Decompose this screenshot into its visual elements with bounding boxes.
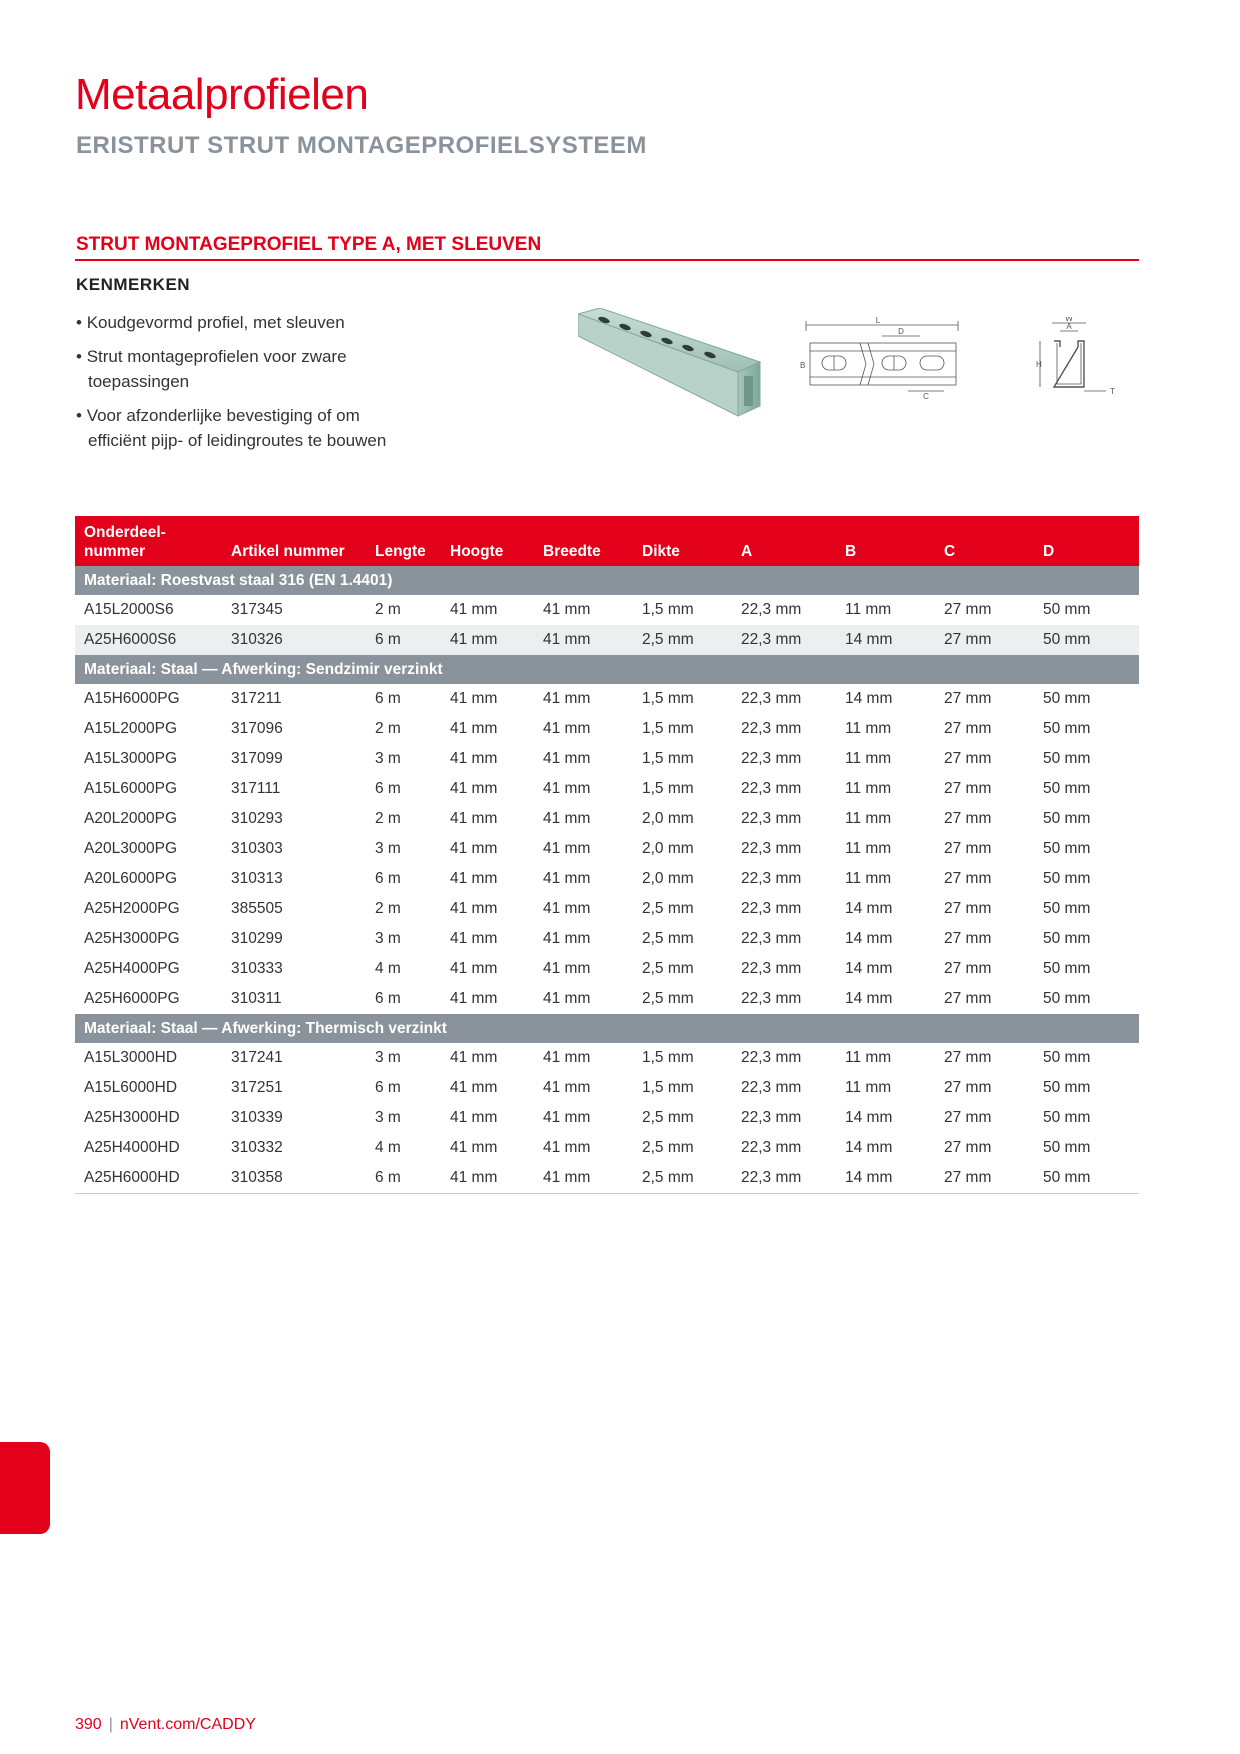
label-H: H [1036,360,1042,369]
table-cell: 14 mm [836,894,935,924]
table-cell: 27 mm [944,690,992,707]
footer-separator: | [108,1716,113,1733]
table-cell: 2,5 mm [642,990,694,1007]
table-cell: 2 m [375,810,401,827]
table-cell: 22,3 mm [741,750,802,767]
table-cell: 14 mm [845,690,893,707]
features-list [76,310,406,462]
table-cell: 310293 [231,810,283,827]
table-cell: 11 mm [836,834,935,864]
table-cell: 41 mm [441,1133,534,1163]
table-cell: 2,0 mm [642,810,694,827]
table-cell: 22,3 mm [732,714,836,744]
table-row [75,684,1139,714]
table-cell: 41 mm [441,1073,534,1103]
table-cell: 50 mm [1034,774,1139,804]
table-cell: 27 mm [944,750,992,767]
table-cell: 22,3 mm [741,870,802,887]
col-header-artikelnummer: Artikel nummer [222,516,366,566]
table-cell: 310326 [222,625,366,655]
table-cell: 11 mm [845,1049,892,1066]
section-title: STRUT MONTAGEPROFIEL TYPE A, MET SLEUVEN [76,234,542,255]
section-divider [75,259,1139,261]
table-cell: 2 m [366,894,441,924]
table-cell: A25H3000PG [84,930,180,947]
table-cell: 50 mm [1043,870,1091,887]
col-header-a: A [732,516,836,566]
table-cell: 41 mm [450,1049,498,1066]
table-cell: A15L2000S6 [75,595,222,625]
table-cell: 50 mm [1034,595,1139,625]
table-cell: 41 mm [534,714,633,744]
table-cell: 27 mm [935,1163,1034,1194]
label-W: W [1065,317,1073,323]
table-cell: 11 mm [836,1073,935,1103]
table-cell: 11 mm [836,774,935,804]
table-cell: 41 mm [534,625,633,655]
table-cell: 27 mm [944,1109,992,1126]
table-cell: A15L2000PG [75,714,222,744]
table-cell: 3 m [375,930,401,947]
table-row [75,744,1139,774]
col-header-breedte: Breedte [534,516,633,566]
table-cell: 317096 [222,714,366,744]
table-cell: 41 mm [450,750,498,767]
table-cell: 3 m [366,834,441,864]
table-cell: 1,5 mm [633,714,732,744]
table-group-row [75,1014,1139,1043]
table-cell: 41 mm [441,714,534,744]
table-cell: 27 mm [935,894,1034,924]
table-row [75,1133,1139,1163]
page-footer [75,1716,256,1734]
table-cell: 2 m [366,714,441,744]
table-cell: A15L3000PG [84,750,178,767]
table-row [75,1103,1139,1133]
table-cell: 14 mm [836,954,935,984]
table-cell: 50 mm [1034,625,1139,655]
table-cell: 22,3 mm [732,1163,836,1194]
table-cell: 41 mm [543,1109,591,1126]
table-cell: A20L3000PG [75,834,222,864]
side-view-diagram [800,317,960,405]
table-cell: 22,3 mm [732,954,836,984]
group-label: Materiaal: Staal — Afwerking: Thermisch verzinkt [75,1014,1139,1043]
label-B: B [800,361,806,370]
table-cell: 41 mm [441,1163,534,1194]
table-cell: 22,3 mm [732,1133,836,1163]
table-cell: 317345 [222,595,366,625]
table-cell: 27 mm [935,954,1034,984]
table-cell: 14 mm [845,1109,893,1126]
table-cell: 2,5 mm [633,1133,732,1163]
table-cell: A25H6000HD [75,1163,222,1194]
table-cell: 22,3 mm [741,990,802,1007]
table-cell: 22,3 mm [732,834,836,864]
table-cell: 41 mm [543,1049,591,1066]
table-cell: 3 m [375,750,401,767]
table-cell: 22,3 mm [741,1109,802,1126]
table-cell: 2,5 mm [642,1109,694,1126]
table-cell: 27 mm [935,1133,1034,1163]
strut-channel-image [578,308,763,423]
table-cell: 2,5 mm [633,625,732,655]
table-cell: 14 mm [836,1163,935,1194]
table-cell: 6 m [366,774,441,804]
table-cell: 2,5 mm [642,930,694,947]
table-cell: 41 mm [450,930,498,947]
table-cell: A25H6000S6 [75,625,222,655]
table-cell: 22,3 mm [732,1073,836,1103]
table-row [75,625,1139,655]
table-cell: 11 mm [845,870,892,887]
table-cell: A20L2000PG [84,810,178,827]
table-cell: 22,3 mm [741,810,802,827]
features-heading: KENMERKEN [76,275,191,294]
table-cell: 41 mm [450,990,498,1007]
table-cell: 27 mm [935,834,1034,864]
table-cell: 27 mm [944,1049,992,1066]
table-cell: 41 mm [543,990,591,1007]
table-cell: 27 mm [935,625,1034,655]
label-A: A [1066,322,1072,331]
table-cell: 6 m [375,690,401,707]
table-cell: 317099 [231,750,283,767]
table-cell: 6 m [366,1163,441,1194]
table-cell: 22,3 mm [741,1049,802,1066]
table-cell: 50 mm [1043,990,1091,1007]
group-label: Materiaal: Staal — Afwerking: Sendzimir verzinkt [75,655,1139,684]
table-cell: 310303 [222,834,366,864]
table-row [75,595,1139,625]
table-cell: 310311 [231,990,282,1007]
col-header-dikte: Dikte [633,516,732,566]
cross-section-diagram [1030,317,1130,405]
table-cell: 27 mm [935,595,1034,625]
table-cell: 27 mm [944,870,992,887]
table-cell: 11 mm [845,750,892,767]
table-cell: 2,5 mm [633,1163,732,1194]
table-cell: 310339 [231,1109,283,1126]
table-cell: 50 mm [1043,1049,1091,1066]
table-cell: A20L6000PG [84,870,178,887]
table-row [75,864,1139,894]
table-cell: A25H4000HD [75,1133,222,1163]
table-cell: 317241 [231,1049,283,1066]
table-row [75,804,1139,834]
col-header-d: D [1034,516,1139,566]
table-cell: A15L3000HD [84,1049,178,1066]
table-cell: 50 mm [1034,714,1139,744]
table-cell: A25H3000HD [84,1109,180,1126]
table-cell: 317111 [222,774,366,804]
table-cell: 317211 [231,690,282,707]
label-C: C [923,392,929,401]
table-cell: 41 mm [543,870,591,887]
table-cell: 41 mm [534,834,633,864]
feature-item: • Voor afzonderlijke bevestiging of om efficiënt pijp- of leidingroutes te bouwen [76,403,406,453]
table-cell: 41 mm [450,810,498,827]
table-cell: A25H6000PG [84,990,180,1007]
table-body [75,566,1139,1194]
table-cell: 41 mm [441,954,534,984]
col-header-b: B [836,516,935,566]
table-cell: 3 m [375,1109,401,1126]
table-cell: 310358 [222,1163,366,1194]
table-cell: 27 mm [944,930,992,947]
table-cell: 317251 [222,1073,366,1103]
table-cell: 22,3 mm [732,595,836,625]
table-cell: 1,5 mm [633,595,732,625]
table-row [75,984,1139,1014]
table-cell: 41 mm [534,595,633,625]
table-cell: 310299 [231,930,283,947]
table-cell: 27 mm [935,1073,1034,1103]
table-cell: 50 mm [1043,930,1091,947]
table-cell: 41 mm [450,870,498,887]
col-header-hoogte: Hoogte [441,516,534,566]
table-cell: 2 m [366,595,441,625]
table-cell: A25H2000PG [75,894,222,924]
table-cell: 22,3 mm [732,774,836,804]
table-cell: 14 mm [845,990,893,1007]
table-cell: 50 mm [1043,750,1091,767]
group-label: Materiaal: Roestvast staal 316 (EN 1.4401) [75,566,1139,595]
table-cell: 50 mm [1043,690,1091,707]
table-cell: 50 mm [1034,1073,1139,1103]
table-row [75,1163,1139,1194]
table-row [75,774,1139,804]
table-cell: 1,5 mm [633,1073,732,1103]
table-cell: 41 mm [543,810,591,827]
table-cell: 41 mm [534,1133,633,1163]
table-cell: 41 mm [441,625,534,655]
table-cell: 50 mm [1034,1133,1139,1163]
table-cell: 6 m [375,990,401,1007]
table-cell: 41 mm [441,834,534,864]
table-cell: A15H6000PG [84,690,180,707]
table-cell: 41 mm [543,750,591,767]
footer-link[interactable]: nVent.com/CADDY [119,1716,256,1733]
table-cell: 4 m [366,954,441,984]
table-cell: 11 mm [836,595,935,625]
label-T: T [1110,387,1115,396]
table-cell: 50 mm [1043,1109,1091,1126]
table-cell: 41 mm [441,894,534,924]
table-cell: 27 mm [935,714,1034,744]
table-cell: 41 mm [543,930,591,947]
table-row [75,834,1139,864]
table-cell: 1,5 mm [633,774,732,804]
table-cell: 1,5 mm [642,690,694,707]
table-cell: 50 mm [1043,810,1091,827]
page-subtitle: ERISTRUT STRUT MONTAGEPROFIELSYSTEEM [76,132,647,159]
table-cell: 27 mm [944,810,992,827]
table-header-row [75,516,1139,566]
table-cell: 22,3 mm [732,894,836,924]
table-cell: 50 mm [1034,1163,1139,1194]
table-cell: 41 mm [543,690,591,707]
table-row [75,1043,1139,1073]
table-cell: 2,5 mm [633,954,732,984]
label-L: L [875,317,881,325]
table-cell: 385505 [222,894,366,924]
table-row [75,714,1139,744]
table-cell: 6 m [366,1073,441,1103]
table-cell: 14 mm [836,625,935,655]
table-cell: 310332 [222,1133,366,1163]
table-cell: 11 mm [845,810,892,827]
table-cell: 22,3 mm [741,690,802,707]
side-tab-marker [0,1442,50,1534]
table-cell: 1,5 mm [642,750,694,767]
label-D: D [898,327,904,336]
table-cell: 2,5 mm [633,894,732,924]
table-cell: 4 m [366,1133,441,1163]
spec-table [75,516,1139,1194]
table-cell: 41 mm [450,1109,498,1126]
table-group-row [75,566,1139,595]
table-cell: A15L6000PG [75,774,222,804]
table-cell: 41 mm [534,1163,633,1194]
table-cell: 50 mm [1034,954,1139,984]
table-cell: 310313 [231,870,283,887]
table-cell: 50 mm [1034,894,1139,924]
table-cell: 41 mm [534,894,633,924]
table-cell: A25H4000PG [75,954,222,984]
col-header-lengte: Lengte [366,516,441,566]
table-cell: 41 mm [534,954,633,984]
feature-item: • Koudgevormd profiel, met sleuven [76,310,406,335]
table-cell: 1,5 mm [642,1049,694,1066]
table-cell: 310333 [222,954,366,984]
table-cell: 11 mm [836,714,935,744]
table-cell: 14 mm [845,930,893,947]
table-cell: A15L6000HD [75,1073,222,1103]
table-cell: 50 mm [1034,834,1139,864]
table-cell: 2,0 mm [633,834,732,864]
table-cell: 6 m [375,870,401,887]
table-cell: 41 mm [534,774,633,804]
table-cell: 41 mm [441,774,534,804]
table-cell: 3 m [375,1049,401,1066]
table-row [75,1073,1139,1103]
col-header-onderdeelnummer: Onderdeel- nummer [75,516,222,566]
table-cell: 41 mm [450,690,498,707]
page-number: 390 [75,1716,102,1733]
table-cell: 41 mm [534,1073,633,1103]
table-group-row [75,655,1139,684]
table-cell: 27 mm [935,774,1034,804]
table-row [75,894,1139,924]
page-title: Metaalprofielen [75,70,369,119]
table-cell: 14 mm [836,1133,935,1163]
col-header-c: C [935,516,1034,566]
table-row [75,954,1139,984]
table-cell: 27 mm [944,990,992,1007]
feature-item: • Strut montageprofielen voor zware toepassingen [76,344,406,394]
table-cell: 2,0 mm [642,870,694,887]
table-cell: 22,3 mm [741,930,802,947]
table-cell: 41 mm [441,595,534,625]
table-cell: 22,3 mm [732,625,836,655]
table-row [75,924,1139,954]
table-cell: 6 m [366,625,441,655]
